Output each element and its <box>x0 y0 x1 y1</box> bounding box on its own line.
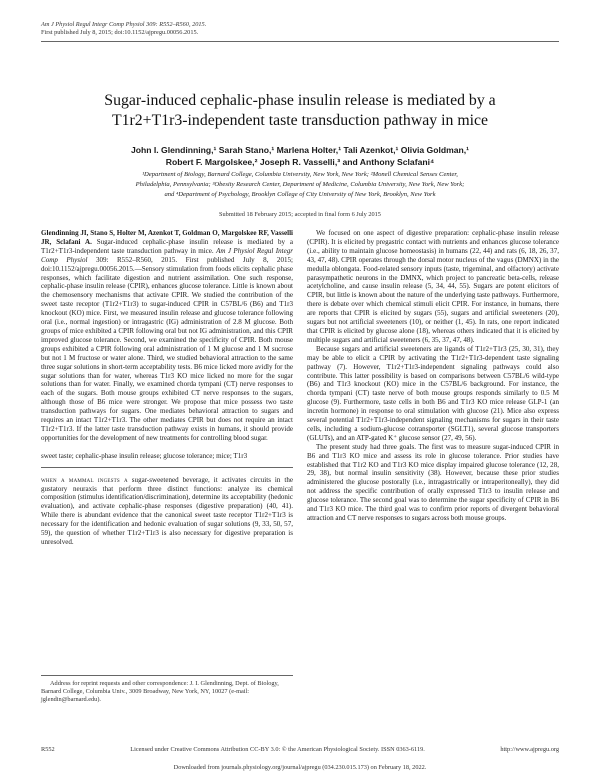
abstract-body: Sensory stimulation from foods elicits cephalic phase responses, which facilitate digestion and nutrient assimilation. One such response, cephalic-phase insulin release (CPIR), enhances glucose tolerance. Little is known about the chemosensory mechanisms that activate CPIR. We studied the contribution of the sweet taste receptor (T1r2+T1r3) to sugar-induced CPIR in C57BL/6 (B6) and T1r3 knockout (KO) mice. First, we measured insulin release and glucose tolerance following oral (i.e., normal ingestion) or intragastric (IG) administration of 2.8 M glucose. Both groups of mice exhibited a CPIR following oral but not IG administration, and this CPIR improved glucose tolerance. Second, we examined the specificity of CPIR. Both mouse groups exhibited a CPIR following oral administration of 1 M glucose and 1 M sucrose but not 1 M fructose or water alone. Third, we studied behavioral attraction to the same three sugar solutions in short-term acceptability tests. B6 mice licked more avidly for the sugar solutions than for water, whereas T1r3 KO mice licked no more for the sugar solutions than for water. Finally, we examined chorda tympani (CT) nerve responses to each of the sugars. Both mouse groups exhibited CT nerve responses to the sugars, although those of B6 mice were stronger. We propose that mice possess two taste transduction pathways for sugars. One mediates behavioral attraction to sugars and requires an intact T1r2+T1r3. The other mediates CPIR but does not require an intact T1r2+T1r3. If the latter taste transduction pathway exists in humans, it should provide opportunities for the development of new treatments for controlling blood sugar. <box>41 264 293 442</box>
page-footer <box>41 746 559 753</box>
author-list <box>0 144 600 168</box>
correspondence-address: Address for reprint requests and other correspondence: J. I. Glendinning, Dept. of Biology, Barnard College, Columbia Univ., 3009 Broadway, New York, NY, 10027 (e-mail: jglendin@barnard.edu). <box>41 680 279 704</box>
published-line: First published July 8, 2015; doi:10.1152/ajpregu.00056.2015. <box>41 29 199 37</box>
intro-paragraph-1 <box>41 476 293 547</box>
affiliation-line-3: and ⁴Department of Psychology, Brooklyn College of City University of New York, Brooklyn, New York <box>164 190 436 198</box>
footnote <box>41 680 293 705</box>
submission-dates: Submitted 18 February 2015; accepted in final form 6 July 2015 <box>219 211 381 218</box>
intro-p1-text: sugar-sweetened beverage, it activates circuits in the gustatory neuraxis that perform three distinct functions: analyze its chemical composition (stimulus identification/discrimination), determine its acceptability (hedonic evaluation), and activate cephalic-phase responses (digestive preparation) (40, 41). While there is abundant evidence that the canonical sweet taste receptor T1r2+T1r3 is necessary for the identification and hedonic evaluation of sugar solutions (9, 33, 50, 57, 59), the question of whether T1r2+T1r3 is also necessary for digestive preparation is unresolved. <box>41 475 293 546</box>
article-title <box>0 91 600 130</box>
header-rule <box>41 41 559 42</box>
title-line-1: Sugar-induced cephalic-phase insulin release is mediated by a <box>104 92 496 109</box>
abstract-citation-journal: Am J Physiol Regul Integr Comp Physiol <box>41 246 293 264</box>
abstract-rule <box>41 467 293 468</box>
license-text: Licensed under Creative Commons Attribution CC-BY 3.0: © the American Physiological Society. ISSN 0363-6119. <box>130 746 425 753</box>
authors-line-2: Robert F. Margolskee,² Joseph R. Vasselli,³ and Anthony Sclafani⁴ <box>165 157 435 167</box>
abstract-citation-title: Sugar-induced cephalic-phase insulin release is mediated by a T1r2+T1r3-independent taste transduction pathway in mice. <box>41 237 294 255</box>
affiliation-line-2: Philadelphia, Pennsylvania; ³Obesity Research Center, Department of Medicine, Columbia University, New York, New York; <box>135 180 465 188</box>
abstract-citation-rest: 309: R552–R560, 2015. First published July 8, 2015; doi:10.1152/ajpregu.00056.2015.— <box>41 255 293 273</box>
journal-line: Am J Physiol Regul Integr Comp Physiol 309: R552–R560, 2015. <box>41 21 207 28</box>
footnote-rule <box>41 675 293 676</box>
right-paragraph-1: We focused on one aspect of digestive preparation: cephalic-phase insulin release (CPIR). It is elicited by pregastric contact with nutrients and enhances glucose tolerance (i.e., ability to maintain glucose homeostasis) in humans (22, 44) and rats (6, 18, 26, 37, 43, 47, 48). CPIR operates through the dorsal motor nucleus of the vagus (DMNX) in the medulla oblongata. Food-related sensory inputs (taste, trigeminal, and olfactory) activate parasympathetic neurons in the DMNX, which project to pancreatic beta-cells, release acetylcholine, and cause insulin release (5, 34, 44, 55). Sugars are potent elicitors of CPIR, but little is known about the nature of the underlying taste pathways. Furthermore, there is debate over which chemical stimuli elicit CPIR. For instance, in humans, there are reports that CPIR is elicited by sugars (55), sugars and artificial sweeteners (20), sugars but not artificial sweeteners (10), or neither (1, 45). In rats, one report indicated that CPIR is elicited by glucose alone (18), whereas others indicated that it is elicited by multiple sugars and artificial sweeteners (6, 35, 37, 47, 48). <box>307 229 559 344</box>
keywords: sweet taste; cephalic-phase insulin release; glucose tolerance; mice; T1r3 <box>41 451 248 460</box>
title-line-2: T1r2+T1r3-independent taste transduction pathway in mice <box>111 111 489 129</box>
authors-line-1: John I. Glendinning,¹ Sarah Stano,¹ Marlena Holter,¹ Tali Azenkot,¹ Olivia Goldman,¹ <box>130 145 470 155</box>
affiliations <box>44 170 556 199</box>
page-number: R552 <box>41 746 55 753</box>
intro-lead: when a mammal ingests a <box>41 475 128 484</box>
right-paragraph-3: The present study had three goals. The first was to measure sugar-induced CPIR in B6 and T1r3 KO mice and assess its role in glucose tolerance. Prior studies have established that T1r2 KO and T1r3 KO mice display impaired glucose tolerance (12, 28, 29, 38), but normal insulin sensitivity (38). However, because these prior studies administered the glucose postorally (i.e., intragastrically or intraperitoneally), they did not address the specific contribution of orally expressed T1r3 to insulin release and glucose tolerance. The second goal was to determine the sugar specificity of CPIR in B6 and T1r3 KO mice. The third goal was to confirm prior reports of divergent behavioral attraction and CT nerve responses to sugars across both mouse groups. <box>307 442 559 522</box>
abstract <box>41 229 293 443</box>
right-column <box>307 229 559 523</box>
abstract-citation-authors: Glendinning JI, Stano S, Holter M, Azenkot T, Goldman O, Margolskee RF, Vasselli JR, Sclafani A. <box>41 229 293 246</box>
download-notice: Downloaded from journals.physiology.org/journal/ajpregu (034.230.015.173) on February 18, 2022. <box>173 764 427 771</box>
left-column <box>41 229 293 547</box>
affiliation-line-1: ¹Department of Biology, Barnard College, Columbia University, New York, New York; ²Monell Chemical Senses Center, <box>142 171 458 178</box>
right-paragraph-2: Because sugars and artificial sweeteners are ligands of T1r2+T1r3 (25, 30, 31), they may be able to elicit a CPIR by activating the T1r2+T1r3-dependent taste signaling pathway (7). However, T1r2+T1r3-independent signaling pathways could also contribute. This latter possibility is based on comparisons between C57BL/6 wild-type (B6) and T1r3 knockout (KO) mice in the C57BL/6 background. For instance, the chorda tympani (CT) taste nerve of both mouse groups responds similarly to 0.5 M glucose (9). Furthermore, taste cells in both B6 and T1r3 KO mice release GLP-1 (an incretin hormone) in response to oral stimulation with glucose (21). Mice also express several potential T1r2+T1r3-independent signaling mechanisms for sugars in their taste cells, including a sodium-glucose cotransporter (SGLT1), several glucose transporters (GLUTs), and an ATP-gated K⁺ glucose sensor (27, 49, 56). <box>307 344 559 442</box>
journal-header <box>41 21 206 38</box>
journal-url-link[interactable]: http://www.ajpregu.org <box>500 746 559 753</box>
